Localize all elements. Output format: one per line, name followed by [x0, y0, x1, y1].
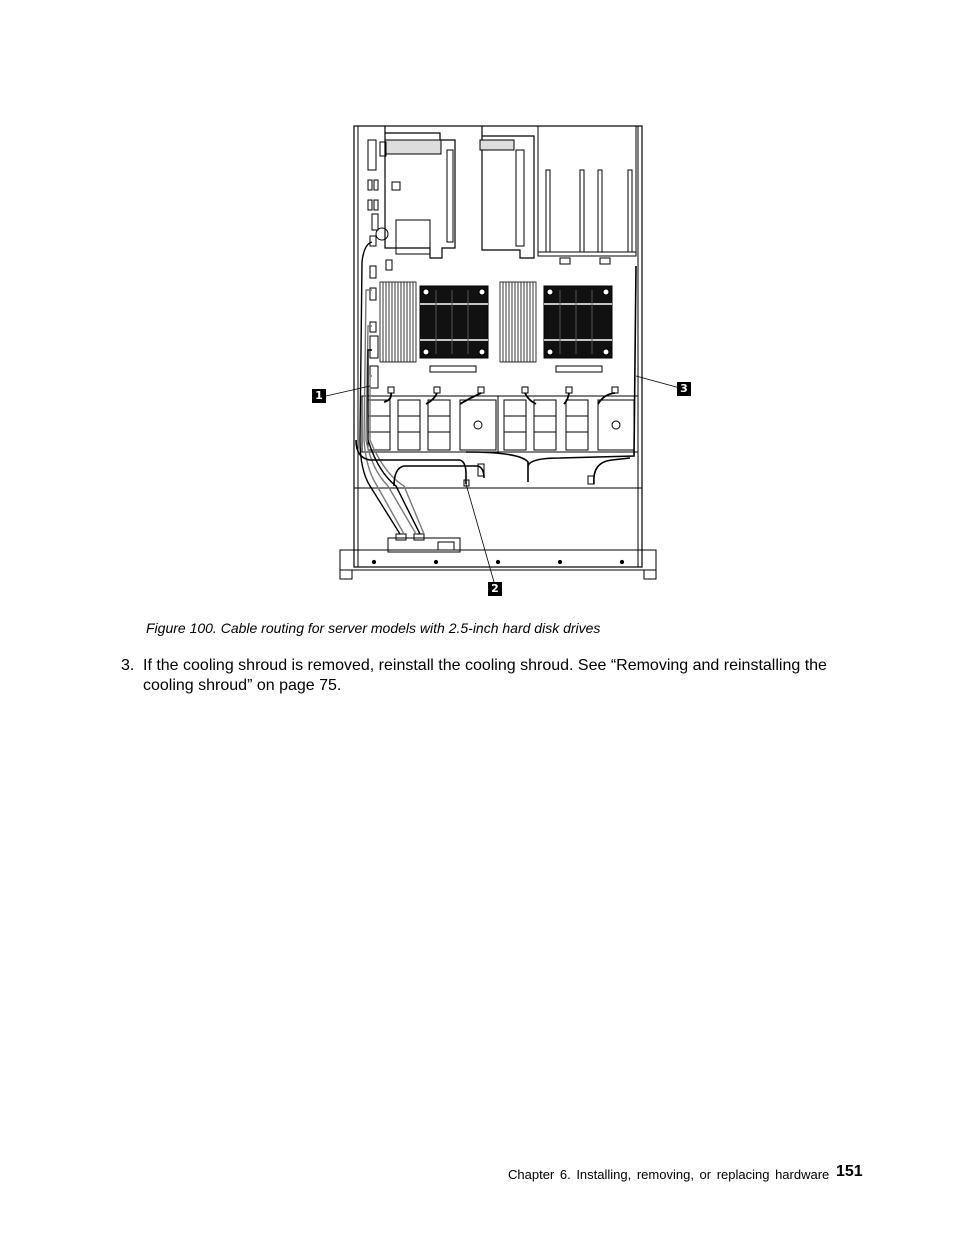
- figure-caption: Figure 100. Cable routing for server models with 2.5-inch hard disk drives: [146, 620, 601, 636]
- dimm-bank-right: [500, 282, 536, 362]
- callout-3: 3: [677, 382, 691, 396]
- heat-sink-left: [420, 286, 488, 358]
- heat-sink-right: [544, 286, 612, 358]
- procedure-step: [121, 656, 841, 696]
- drive-bay: [340, 488, 656, 579]
- cable-routing-illustration: [0, 0, 954, 600]
- callout-1: 1: [312, 389, 326, 403]
- footer-page-number: 151: [836, 1163, 863, 1180]
- pci-cage: [538, 126, 636, 264]
- callout-2: 2: [488, 582, 502, 596]
- footer-chapter-title: Chapter 6. Installing, removing, or replacing hardware: [508, 1167, 830, 1182]
- step-number: 3.: [121, 657, 135, 674]
- riser-card-right: [480, 126, 534, 258]
- system-fans: [362, 396, 638, 452]
- step-text: If the cooling shroud is removed, reinstall the cooling shroud. See “Removing and reinstalling the cooling shroud” on page 75.: [143, 657, 827, 694]
- callout-leaders: [326, 376, 680, 582]
- dimm-bank-left: [380, 282, 416, 362]
